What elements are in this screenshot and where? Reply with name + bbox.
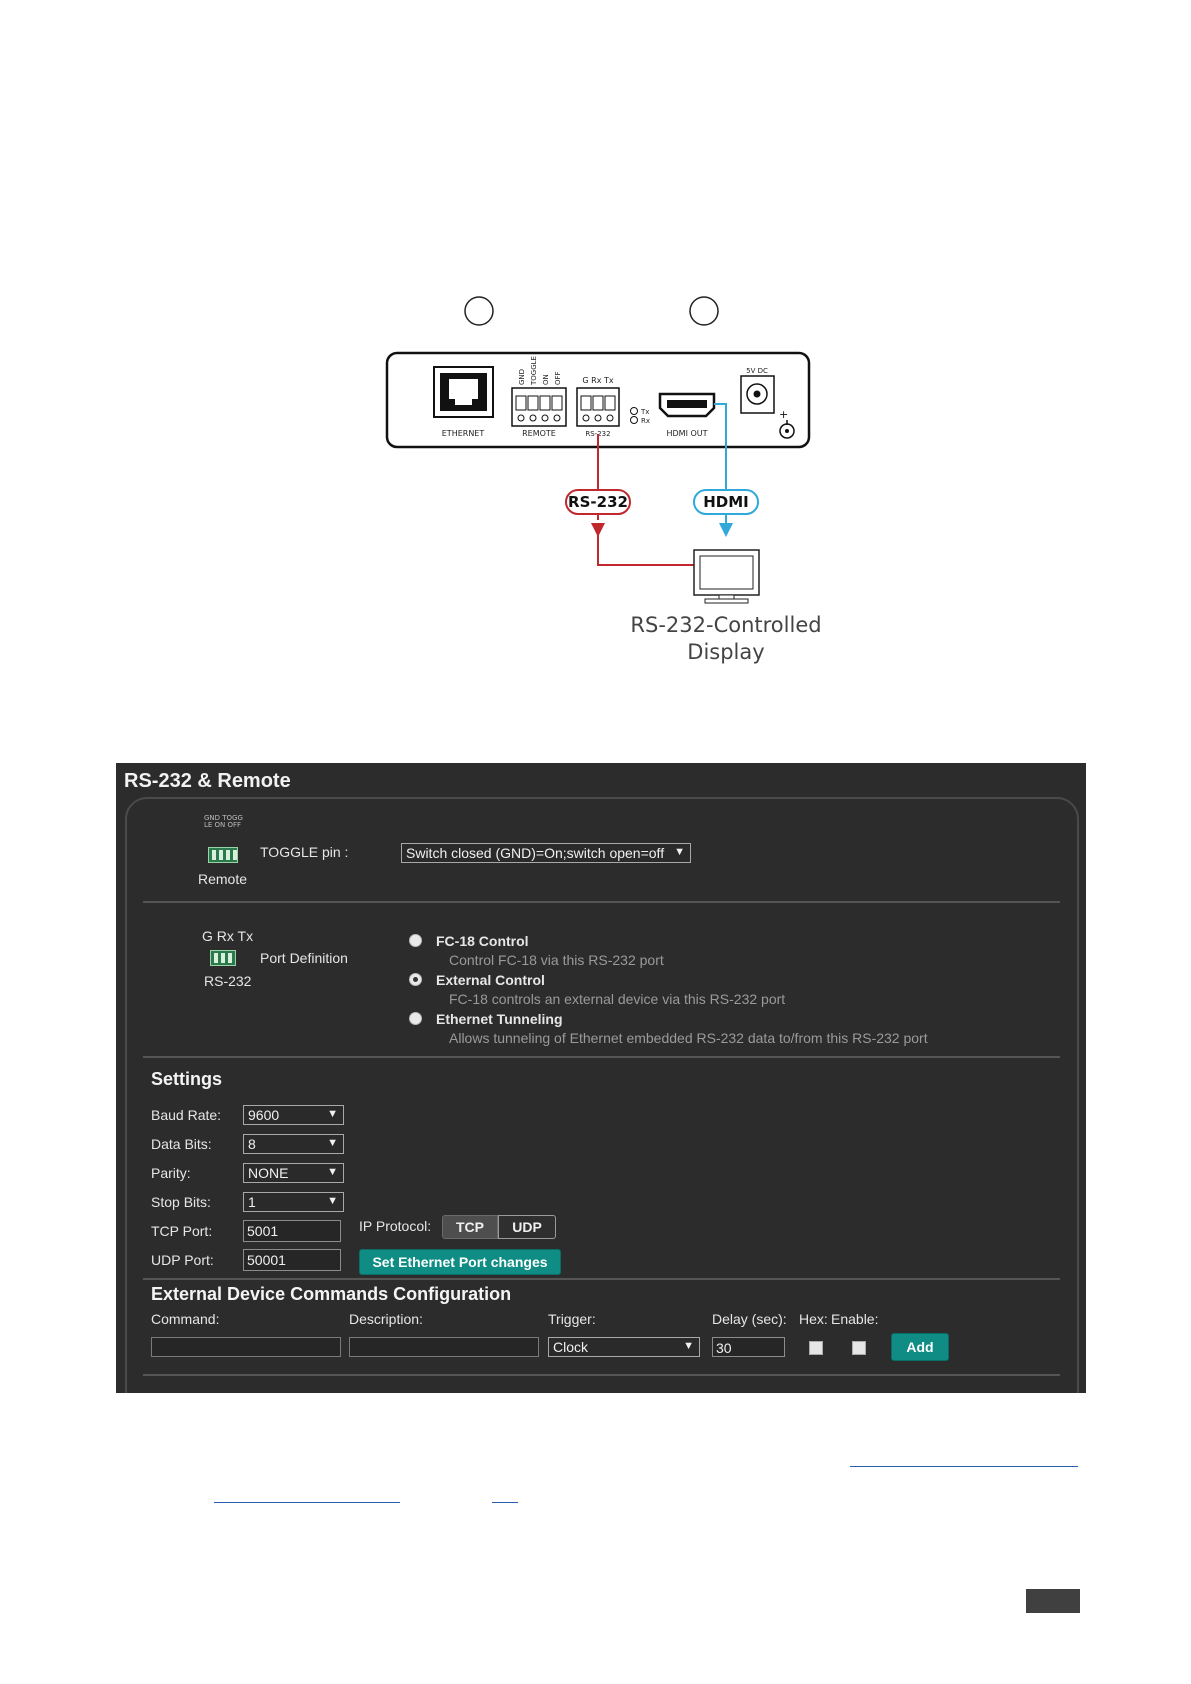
description-input[interactable]: [349, 1337, 539, 1357]
baud-rate-value: 9600: [248, 1107, 280, 1123]
remote-pin-labels: GND TOGGLE ON OFF: [204, 815, 243, 829]
toggle-pin-label: TOGGLE pin :: [260, 844, 349, 860]
display-monitor-icon: [694, 550, 759, 603]
radio-fc18-control[interactable]: [409, 934, 422, 947]
option-fc18-title: FC-18 Control: [436, 933, 529, 949]
remote-terminal-icon: [206, 815, 246, 867]
enable-label: Enable:: [831, 1311, 879, 1327]
parity-value: NONE: [248, 1165, 289, 1181]
option-tunneling-desc: Allows tunneling of Ethernet embedded RS-232 data to/from this RS-232 port: [449, 1030, 928, 1046]
trigger-value: Clock: [553, 1339, 589, 1355]
add-command-button[interactable]: Add: [891, 1333, 949, 1361]
power-port-label: 5V DC: [746, 367, 768, 375]
remote-terminal-icon: [512, 388, 566, 426]
tx-led-icon: [631, 408, 638, 415]
delay-label: Delay (sec):: [712, 1311, 787, 1327]
radio-ethernet-tunneling[interactable]: [409, 1012, 422, 1025]
description-label: Description:: [349, 1311, 423, 1327]
udp-port-label: UDP Port:: [151, 1252, 214, 1268]
remote-pin-toggle: TOGGLE: [530, 356, 538, 385]
ethernet-port-label: ETHERNET: [441, 429, 485, 438]
power-connector-icon: [741, 376, 774, 413]
hdmi-cable-label: HDMI: [703, 493, 749, 511]
toggle-pin-select[interactable]: [401, 843, 691, 863]
hyperlink-underline[interactable]: [850, 1466, 1078, 1467]
trigger-select[interactable]: [548, 1337, 700, 1357]
display-caption-line2: Display: [687, 640, 765, 664]
hdmi-port-label: HDMI OUT: [666, 429, 708, 438]
settings-title: Settings: [151, 1069, 223, 1089]
ethernet-port-icon: [434, 367, 493, 417]
toggle-pin-value: Switch closed (GND)=On;switch open=off: [406, 845, 665, 861]
baud-rate-select[interactable]: [243, 1105, 344, 1125]
rs232-pin-labels: G Rx Tx: [582, 376, 614, 385]
udp-port-input[interactable]: 50001: [243, 1249, 341, 1271]
hyperlink-underline[interactable]: [214, 1502, 400, 1503]
rs232-caption: RS-232: [204, 973, 252, 989]
protocol-tcp-button[interactable]: TCP: [442, 1215, 498, 1239]
port-definition-label: Port Definition: [260, 950, 348, 966]
option-fc18-desc: Control FC-18 via this RS-232 port: [449, 952, 664, 968]
display-caption-line1: RS-232-Controlled: [630, 613, 822, 637]
tcp-port-label: TCP Port:: [151, 1223, 213, 1239]
enable-checkbox[interactable]: [852, 1341, 866, 1355]
rs232-port-label: RS-232: [585, 430, 611, 438]
panel-title: RS-232 & Remote: [124, 770, 291, 792]
protocol-udp-button[interactable]: UDP: [498, 1215, 556, 1239]
delay-input[interactable]: 30: [712, 1337, 785, 1357]
data-bits-label: Data Bits:: [151, 1136, 212, 1152]
remote-port-label: REMOTE: [522, 429, 556, 438]
stop-bits-label: Stop Bits:: [151, 1194, 211, 1210]
hyperlink-underline[interactable]: [492, 1502, 518, 1503]
callout-circle-1: [465, 297, 493, 325]
rs232-cable-label: RS-232: [568, 493, 628, 511]
data-bits-select[interactable]: [243, 1134, 344, 1154]
rs232-pin-labels: G Rx Tx: [202, 928, 254, 944]
tx-led-label: Tx: [641, 408, 650, 416]
tcp-port-input[interactable]: 5001: [243, 1220, 341, 1242]
radio-external-control[interactable]: [409, 973, 422, 986]
remote-caption: Remote: [198, 871, 248, 887]
rs232-remote-panel: [116, 763, 1086, 1393]
trigger-label: Trigger:: [548, 1311, 596, 1327]
baud-rate-label: Baud Rate:: [151, 1107, 222, 1123]
remote-pin-on: ON: [542, 374, 550, 385]
section-divider: [143, 901, 1060, 903]
hex-checkbox[interactable]: [809, 1341, 823, 1355]
page-number-tab: [1026, 1589, 1080, 1613]
option-external-title: External Control: [436, 972, 545, 988]
section-divider: [143, 1374, 1060, 1376]
data-bits-value: 8: [248, 1136, 256, 1152]
chevron-down-icon: ▼: [327, 1137, 338, 1149]
ext-commands-title: External Device Commands Configuration: [151, 1284, 512, 1304]
command-input[interactable]: [151, 1337, 341, 1357]
rs232-terminal-icon: [577, 388, 619, 426]
chevron-down-icon: ▼: [683, 1340, 694, 1352]
remote-pin-gnd: GND: [518, 368, 526, 385]
rx-led-label: Rx: [641, 417, 651, 425]
rs232-terminal-icon: [210, 950, 236, 966]
parity-label: Parity:: [151, 1165, 191, 1181]
section-divider: [143, 1278, 1060, 1280]
section-divider: [143, 1056, 1060, 1058]
ip-protocol-label: IP Protocol:: [359, 1218, 432, 1234]
remote-pin-off: OFF: [554, 371, 562, 385]
chevron-down-icon: ▼: [327, 1166, 338, 1178]
chevron-down-icon: ▼: [327, 1108, 338, 1120]
chevron-down-icon: ▼: [327, 1195, 338, 1207]
stop-bits-value: 1: [248, 1194, 256, 1210]
command-label: Command:: [151, 1311, 220, 1327]
hdmi-port-icon: [660, 394, 714, 416]
connection-diagram: [0, 0, 1191, 700]
chevron-down-icon: ▼: [674, 846, 685, 858]
set-ethernet-port-button[interactable]: Set Ethernet Port changes: [359, 1249, 561, 1275]
hex-label: Hex:: [799, 1311, 828, 1327]
rx-led-icon: [631, 417, 638, 424]
parity-select[interactable]: [243, 1163, 344, 1183]
option-tunneling-title: Ethernet Tunneling: [436, 1011, 563, 1027]
svg-text:+: +: [779, 408, 789, 421]
stop-bits-select[interactable]: [243, 1192, 344, 1212]
callout-circle-2: [690, 297, 718, 325]
option-external-desc: FC-18 controls an external device via this RS-232 port: [449, 991, 786, 1007]
